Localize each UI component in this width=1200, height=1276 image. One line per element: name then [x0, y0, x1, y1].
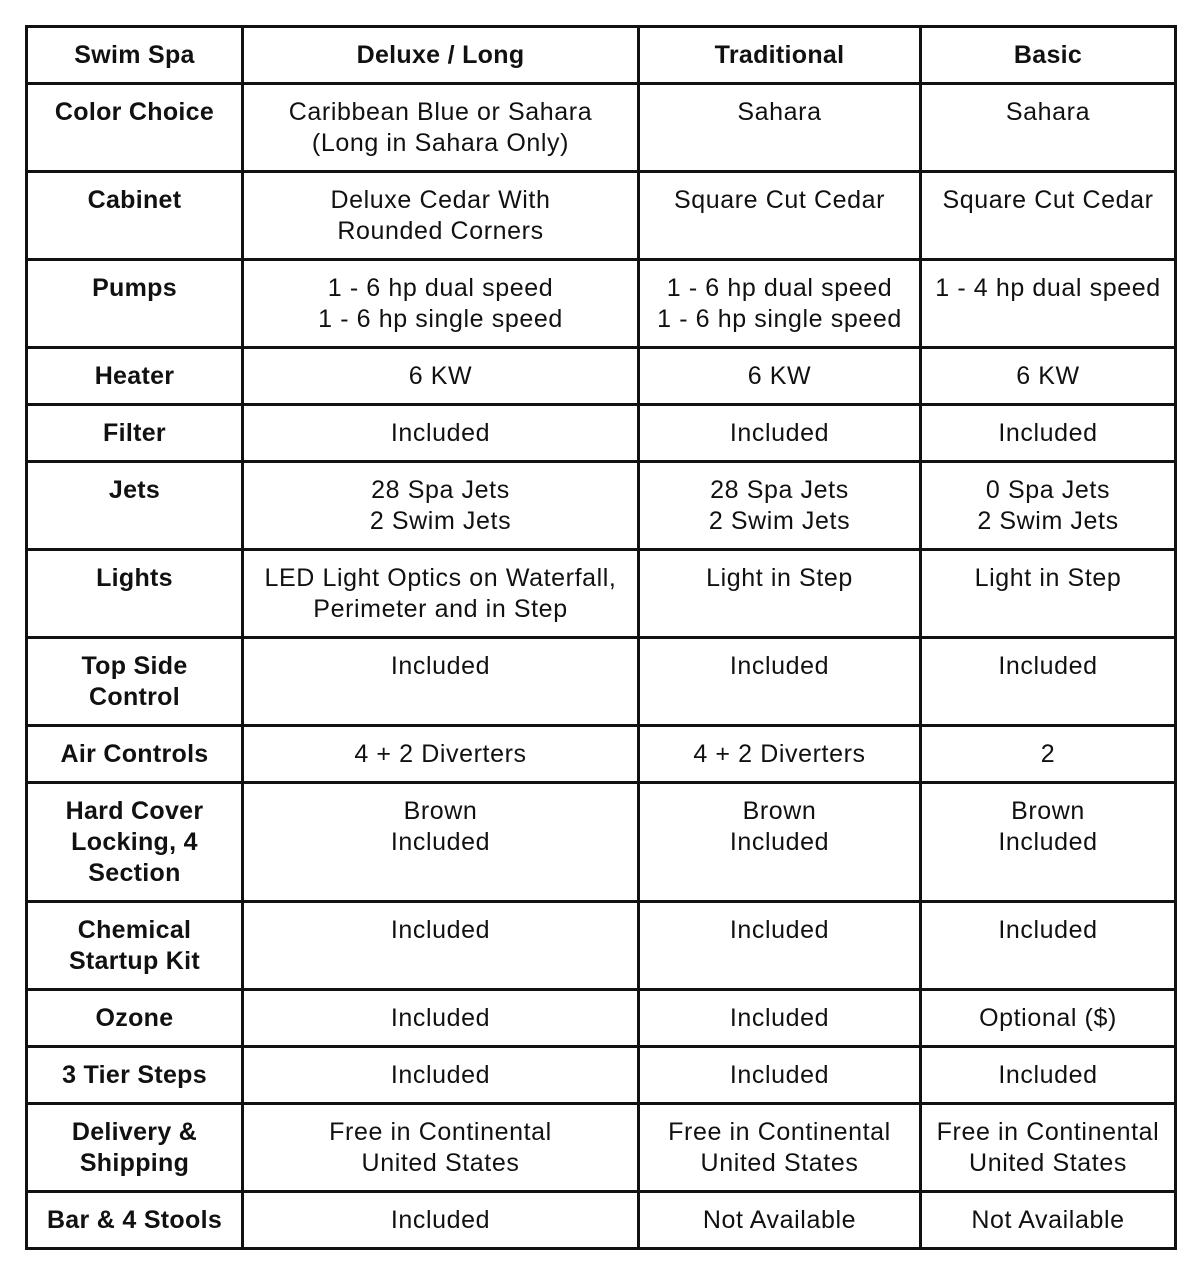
- table-cell: Included: [639, 405, 921, 462]
- table-row: [27, 638, 1176, 726]
- header-basic: Basic: [921, 27, 1176, 84]
- row-label: 3 Tier Steps: [27, 1047, 243, 1104]
- table-cell: Included: [243, 902, 639, 990]
- table-cell: 28 Spa Jets 2 Swim Jets: [243, 462, 639, 550]
- table-cell: Included: [243, 990, 639, 1047]
- header-row: [27, 27, 1176, 84]
- table-row: [27, 783, 1176, 902]
- swim-spa-comparison-table: [25, 25, 1177, 1250]
- table-cell: Light in Step: [639, 550, 921, 638]
- table-cell: Not Available: [639, 1192, 921, 1249]
- table-row: [27, 1104, 1176, 1192]
- header-traditional: Traditional: [639, 27, 921, 84]
- table-cell: Included: [243, 405, 639, 462]
- table-row: [27, 726, 1176, 783]
- table-cell: Included: [639, 1047, 921, 1104]
- table-cell: Optional ($): [921, 990, 1176, 1047]
- table-cell: Deluxe Cedar With Rounded Corners: [243, 172, 639, 260]
- row-label: Bar & 4 Stools: [27, 1192, 243, 1249]
- table-cell: Caribbean Blue or Sahara (Long in Sahara Only): [243, 84, 639, 172]
- header-swim-spa: Swim Spa: [27, 27, 243, 84]
- table-cell: 6 KW: [243, 348, 639, 405]
- table-row: [27, 405, 1176, 462]
- row-label: Color Choice: [27, 84, 243, 172]
- table-cell: 4 + 2 Diverters: [243, 726, 639, 783]
- table-cell: 4 + 2 Diverters: [639, 726, 921, 783]
- row-label: Pumps: [27, 260, 243, 348]
- table-cell: Free in Continental United States: [921, 1104, 1176, 1192]
- table-cell: LED Light Optics on Waterfall, Perimeter and in Step: [243, 550, 639, 638]
- table-row: [27, 462, 1176, 550]
- table-cell: 1 - 6 hp dual speed 1 - 6 hp single speed: [243, 260, 639, 348]
- table-cell: Sahara: [639, 84, 921, 172]
- row-label: Heater: [27, 348, 243, 405]
- table-cell: Included: [639, 902, 921, 990]
- table-cell: 0 Spa Jets 2 Swim Jets: [921, 462, 1176, 550]
- table-cell: Not Available: [921, 1192, 1176, 1249]
- row-label: Jets: [27, 462, 243, 550]
- table-row: [27, 1192, 1176, 1249]
- table-cell: 6 KW: [921, 348, 1176, 405]
- table-cell: Sahara: [921, 84, 1176, 172]
- table-row: [27, 902, 1176, 990]
- table-cell: Square Cut Cedar: [639, 172, 921, 260]
- row-label: Lights: [27, 550, 243, 638]
- table-cell: 1 - 6 hp dual speed 1 - 6 hp single speed: [639, 260, 921, 348]
- table-row: [27, 348, 1176, 405]
- table-row: [27, 990, 1176, 1047]
- table-cell: Included: [639, 638, 921, 726]
- table-cell: Included: [921, 405, 1176, 462]
- table-cell: Included: [243, 1192, 639, 1249]
- row-label: Top Side Control: [27, 638, 243, 726]
- table-cell: Included: [921, 902, 1176, 990]
- table-cell: Square Cut Cedar: [921, 172, 1176, 260]
- table-cell: Brown Included: [921, 783, 1176, 902]
- table-row: [27, 260, 1176, 348]
- table-cell: Brown Included: [639, 783, 921, 902]
- table-cell: Included: [921, 1047, 1176, 1104]
- table-cell: Light in Step: [921, 550, 1176, 638]
- table-row: [27, 1047, 1176, 1104]
- header-deluxe-long: Deluxe / Long: [243, 27, 639, 84]
- row-label: Hard Cover Locking, 4 Section: [27, 783, 243, 902]
- table-cell: 6 KW: [639, 348, 921, 405]
- table-row: [27, 84, 1176, 172]
- table-cell: Included: [243, 1047, 639, 1104]
- table-row: [27, 550, 1176, 638]
- table-cell: Brown Included: [243, 783, 639, 902]
- table-row: [27, 172, 1176, 260]
- table-cell: Included: [243, 638, 639, 726]
- table-cell: Free in Continental United States: [639, 1104, 921, 1192]
- table-cell: Included: [921, 638, 1176, 726]
- row-label: Filter: [27, 405, 243, 462]
- row-label: Chemical Startup Kit: [27, 902, 243, 990]
- table-cell: 1 - 4 hp dual speed: [921, 260, 1176, 348]
- table-cell: Free in Continental United States: [243, 1104, 639, 1192]
- table-cell: 2: [921, 726, 1176, 783]
- table-cell: Included: [639, 990, 921, 1047]
- row-label: Ozone: [27, 990, 243, 1047]
- table-cell: 28 Spa Jets 2 Swim Jets: [639, 462, 921, 550]
- row-label: Air Controls: [27, 726, 243, 783]
- row-label: Cabinet: [27, 172, 243, 260]
- row-label: Delivery & Shipping: [27, 1104, 243, 1192]
